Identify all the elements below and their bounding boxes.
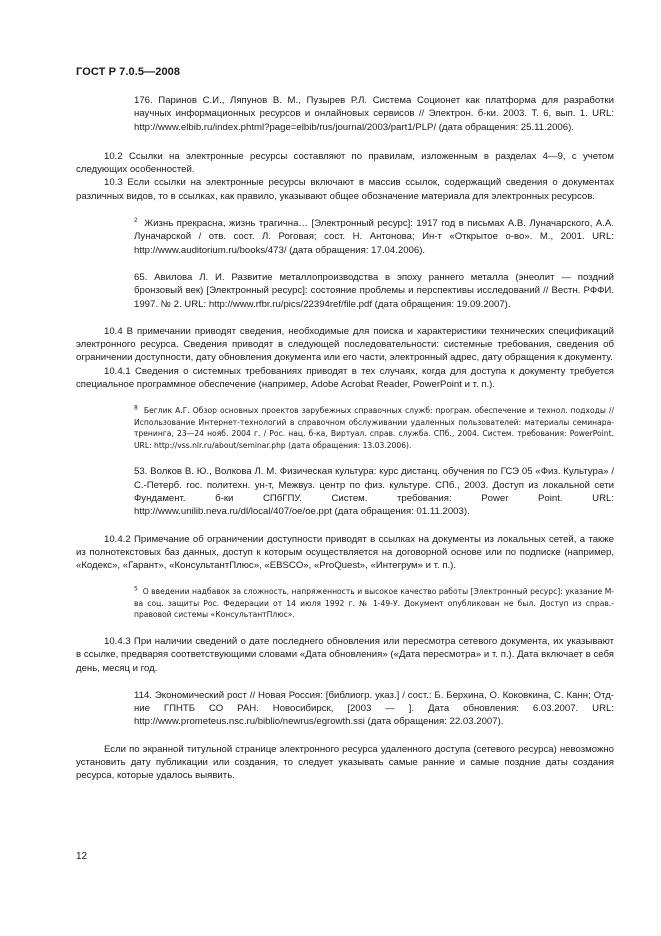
example-53: 53. Волков В. Ю., Волкова Л. М. Физическая культура: курс дистанц. обучения по ГСЭ 05 «Физ. Культура» / С.-Петерб. гос. политехн. ун-т, Межвуз. центр по физ. культуре. СПб., 2003. Доступ из локальной сети Фундамент. б-ки СПбГПУ. Систем. требования: Power Point. URL: http://www.unilib.neva.ru/dl/local/407/oe/oe.ppt (дата обращения: 01.11.2003). — [134, 466, 614, 518]
example-5-text: О введении надбавок за сложность, напряженность и высокое качество работы [Электронный ресурс]: указание М-ва соц. защиты Рос. Федерации от 14 июля 1992 г. № 1-49-У. Документ опубликован не был. Доступ из справ.-правовой системы «КонсультантПлюс». — [134, 587, 614, 620]
paragraph-last: Если по экранной титульной странице электронного ресурса удаленного доступа (сетевого ресурса) невозможно установить дату публикации или создания, то следует указывать самые ранние и самые поздние даты создания ресурса, которые удалось выявить. — [76, 743, 614, 782]
footnote-marker: 2 — [134, 217, 138, 224]
example-8 — [134, 405, 614, 451]
example-2-text: Жизнь прекрасна, жизнь трагична… [Электронный ресурс]: 1917 год в письмах А.В. Луначарского, А.А. Луначарской / отв. сост. Л. Роговая; сост. Н. Антонова; Ин-т «Открытое о-во». М., 2001. URL: http://www.auditorium.ru/books/473/ (дата обращения: 17.04.2006). — [134, 218, 615, 256]
footnote-marker: 5 — [134, 585, 138, 593]
example-5 — [134, 586, 614, 621]
paragraph-10-2: 10.2 Ссылки на электронные ресурсы составляют по правилам, изложенным в разделах 4—9, с учетом следующих особенностей. — [76, 150, 614, 176]
paragraph-10-3: 10.3 Если ссылки на электронные ресурсы включают в массив ссылок, содержащий сведения о документах различных видов, то в ссылках, как правило, указывают общее обозначение материала для электронных ресурсов. — [76, 177, 614, 202]
example-2 — [134, 217, 614, 257]
document-body — [76, 94, 614, 783]
example-176: 176. Паринов С.И., Ляпунов В. М., Пузырев Р.Л. Система Соционет как платформа для разработки научных информационных ресурсов и онлайновых сервисов // Электрон. б-ки. 2003. Т. 6, вып. 1. URL: http://www.elbib.ru/index.phtml?page=elbib/rus/journal/2003/part1/PLP/ (дата обращения: 25.11.2006). — [134, 95, 614, 133]
paragraph-10-4: 10.4 В примечании приводят сведения, необходимые для поиска и характеристики технических спецификаций электронного ресурса. Сведения приводят в следующей последовательности: системные требования, сведения об ограничении доступности, дату обновления документа или его части, электронный адрес, дату обращения к документу. — [76, 325, 614, 364]
example-8-text: Беглик А.Г. Обзор основных проектов зарубежных справочных служб: програм. обеспечение и технол. подходы // Использование Интернет-технологий в справочном обслуживании удаленных пользователей: материалы семинара-тренинга, 23—24 нояб. 2004 г. / Рос. нац. б-ка, Виртуал. справ. служба. СПб., 2004. Систем. требования: PowerPoint. URL: http://vss.nlr.ru/about/seminar.php (дата обращения: 13.03.2006). — [134, 406, 614, 450]
page-header: ГОСТ Р 7.0.5—2008 — [76, 66, 181, 78]
footnote-marker: 8 — [134, 404, 138, 412]
example-65: 65. Авилова Л. И. Развитие металлопроизводства в эпоху раннего металла (энеолит — поздний бронзовый век) [Электронный ресурс]: состояние проблемы и перспективы исследований // Вестн. РФФИ. 1997. № 2. URL: http://www.rfbr.ru/pics/22394ref/file.pdf (дата обращения: 19.09.2007). — [134, 271, 614, 310]
page-number: 12 — [76, 851, 88, 862]
paragraph-10-4-3: 10.4.3 При наличии сведений о дате последнего обновления или пересмотра сетевого документа, их указывают в ссылке, предваряя соответствующими словами «Дата обновления» («Дата пересмотра» и т. п.). Дата включает в себя день, месяц и год. — [76, 635, 614, 674]
paragraph-10-4-1: 10.4.1 Сведения о системных требованиях приводят в тех случаях, когда для доступа к документу требуется специальное программное обеспечение (например, Adobe Acrobat Reader, PowerPoint и т. п.). — [76, 365, 614, 391]
example-114: 114. Экономический рост // Новая Россия: [библиогр. указ.] / сост.: Б. Берхина, О. Коковкина, С. Канн; Отд-ние ГПНТБ СО РАН. Новосибирск, [2003 — ]. Дата обновления: 6.03.2007. URL: http://www.prometeus.nsc.ru/biblio/newrus/egrowth.ssi (дата обращения: 22.03.2007). — [134, 689, 614, 728]
paragraph-10-4-2: 10.4.2 Примечание об ограничении доступности приводят в ссылках на документы из локальных сетей, а также из полнотекстовых баз данных, доступ к которым осуществляется на договорной основе или по подписке (например, «Кодекс», «Гарант», «КонсультантПлюс», «EBSCO», «ProQuest», «Интегрум» и т. п.). — [76, 533, 614, 572]
